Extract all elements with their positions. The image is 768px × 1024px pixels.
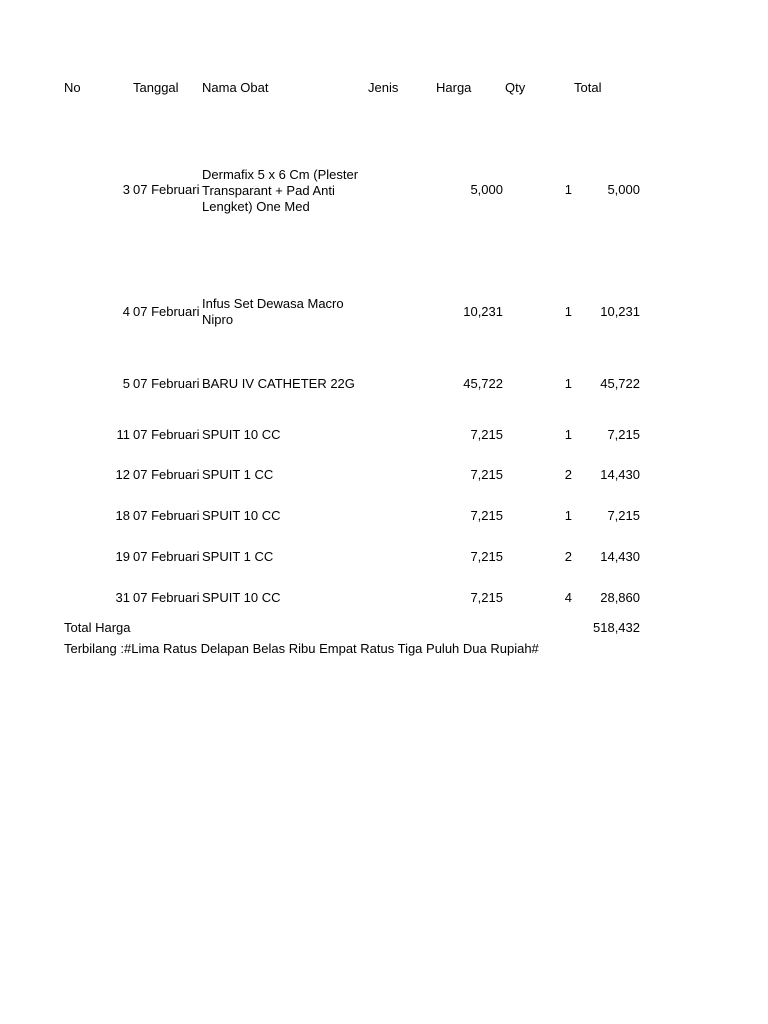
row-nama-obat: Infus Set Dewasa Macro Nipro bbox=[202, 296, 344, 327]
row-qty: 1 bbox=[564, 182, 572, 197]
row-harga: 7,215 bbox=[470, 508, 503, 523]
row-total: 45,722 bbox=[600, 376, 640, 391]
row-nama-obat: SPUIT 1 CC bbox=[202, 467, 274, 482]
row-nama-obat: Dermafix 5 x 6 Cm (Plester Transparant + Pad Anti Lengket) One Med bbox=[202, 167, 359, 214]
row-total: 7,215 bbox=[607, 508, 640, 523]
row-total: 10,231 bbox=[600, 304, 640, 319]
row-total: 14,430 bbox=[600, 467, 640, 482]
row-qty: 1 bbox=[564, 427, 572, 442]
row-no: 11 bbox=[116, 427, 130, 442]
row-nama-obat: SPUIT 10 CC bbox=[202, 508, 281, 523]
row-tanggal: 07 Februari bbox=[133, 549, 200, 564]
total-harga-label: Total Harga bbox=[64, 620, 131, 635]
row-tanggal: 07 Februari bbox=[133, 467, 200, 482]
row-qty: 1 bbox=[564, 304, 572, 319]
row-no: 19 bbox=[115, 549, 130, 564]
row-nama-obat: SPUIT 10 CC bbox=[202, 590, 281, 605]
row-harga: 7,215 bbox=[470, 467, 503, 482]
header-jenis: Jenis bbox=[368, 80, 399, 95]
header-tanggal: Tanggal bbox=[133, 80, 179, 95]
row-qty: 2 bbox=[564, 467, 572, 482]
row-no: 12 bbox=[115, 467, 130, 482]
row-qty: 2 bbox=[564, 549, 572, 564]
header-qty: Qty bbox=[505, 80, 526, 95]
row-qty: 1 bbox=[564, 508, 572, 523]
row-total: 28,860 bbox=[600, 590, 640, 605]
row-total: 14,430 bbox=[600, 549, 640, 564]
row-tanggal: 07 Februari bbox=[133, 427, 200, 442]
row-tanggal: 07 Februari bbox=[133, 376, 200, 391]
row-nama-obat: SPUIT 10 CC bbox=[202, 427, 281, 442]
header-total: Total bbox=[574, 80, 602, 95]
row-no: 31 bbox=[115, 590, 130, 605]
row-harga: 45,722 bbox=[463, 376, 503, 391]
row-no: 18 bbox=[115, 508, 130, 523]
row-qty: 4 bbox=[564, 590, 572, 605]
row-no: 3 bbox=[122, 182, 130, 197]
row-total: 7,215 bbox=[607, 427, 640, 442]
row-tanggal: 07 Februari bbox=[133, 182, 200, 197]
row-tanggal: 07 Februari bbox=[133, 304, 200, 319]
row-harga: 10,231 bbox=[463, 304, 503, 319]
row-total: 5,000 bbox=[607, 182, 640, 197]
row-harga: 7,215 bbox=[470, 549, 503, 564]
row-no: 5 bbox=[122, 376, 130, 391]
row-qty: 1 bbox=[564, 376, 572, 391]
row-tanggal: 07 Februari bbox=[133, 508, 200, 523]
header-nama-obat: Nama Obat bbox=[202, 80, 269, 95]
row-nama-obat: BARU IV CATHETER 22G bbox=[202, 376, 355, 391]
header-no: No bbox=[64, 80, 81, 95]
row-tanggal: 07 Februari bbox=[133, 590, 200, 605]
row-nama-obat: SPUIT 1 CC bbox=[202, 549, 274, 564]
row-harga: 7,215 bbox=[470, 427, 503, 442]
header-harga: Harga bbox=[436, 80, 472, 95]
row-no: 4 bbox=[122, 304, 130, 319]
terbilang-text: Terbilang :#Lima Ratus Delapan Belas Ribu Empat Ratus Tiga Puluh Dua Rupiah# bbox=[64, 641, 539, 656]
total-harga-value: 518,432 bbox=[593, 620, 640, 635]
row-harga: 7,215 bbox=[470, 590, 503, 605]
row-harga: 5,000 bbox=[470, 182, 503, 197]
